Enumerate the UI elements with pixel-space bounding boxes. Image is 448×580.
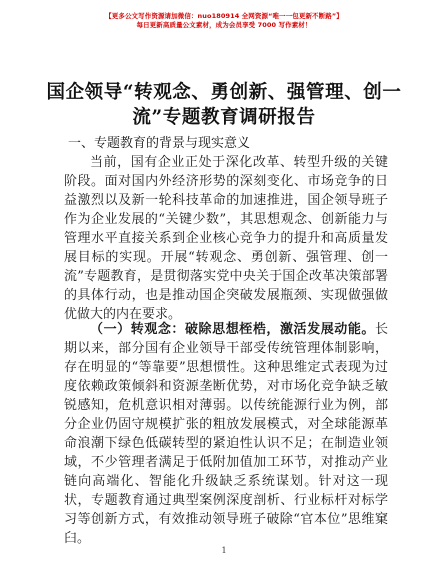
section-heading: 一、专题教育的背景与现实意义 (68, 136, 251, 151)
body-paragraph-2-text: 长期以来，部分国有企业领导干部受传统管理体制影响，存在明显的“等靠要”思想惯性。这种思维定式表现为过度依赖政策倾斜和资源垄断优势，对市场化竞争缺乏敏锐感知，危机意识相对薄弱。以传统能源行业为例，部分企业仍固守规模扩张的粗放发展模式，对全球能源革命浪潮下绿色低碳转型的紧迫性认识不足；在制造业领域，不少管理者满足于低附加值加工环节，对推动产业链向高端化、智能化升级缺乏系统谋划。针对这一现状，专题教育通过典型案例深度剖析、行业标杆对标学习等创新方式，有效推动领导班子破除“官本位”思维窠臼。 (64, 322, 388, 546)
document-title: 国企领导“转观念、勇创新、强管理、创一流”专题教育调研报告 (46, 82, 402, 128)
promo-banner-line-1: 【更多公文写作资源请加微信：nuo180914 全网资源“唯一一包更新不断路”】 (105, 12, 343, 20)
body-paragraph-2 (64, 320, 388, 548)
promo-banner (0, 12, 448, 30)
promo-banner-line-2: 每日更新高质量公文素材，成为会员享受 7000 写作素材！ (136, 21, 312, 29)
subheading-lead: （一）转观念：破除思想桎梏，激活发展动能。 (90, 322, 375, 337)
body-paragraph-1: 当前，国有企业正处于深化改革、转型升级的关键阶段。面对国内外经济形势的深刻变化、市场竞争的日益激烈以及新一轮科技革命的加速推进，国企领导班子作为企业发展的“关键少数”，其思想观念、创新能力与管理水平直接关系到企业核心竞争力的提升和高质量发展目标的实现。开展“转观念、勇创新、强管理、创一流”专题教育，是贯彻落实党中央关于国企改革决策部署的具体行动，也是推动国企突破发展瓶颈、实现做强做优做大的内在要求。 (64, 155, 388, 322)
page-number: 1 (221, 546, 227, 555)
